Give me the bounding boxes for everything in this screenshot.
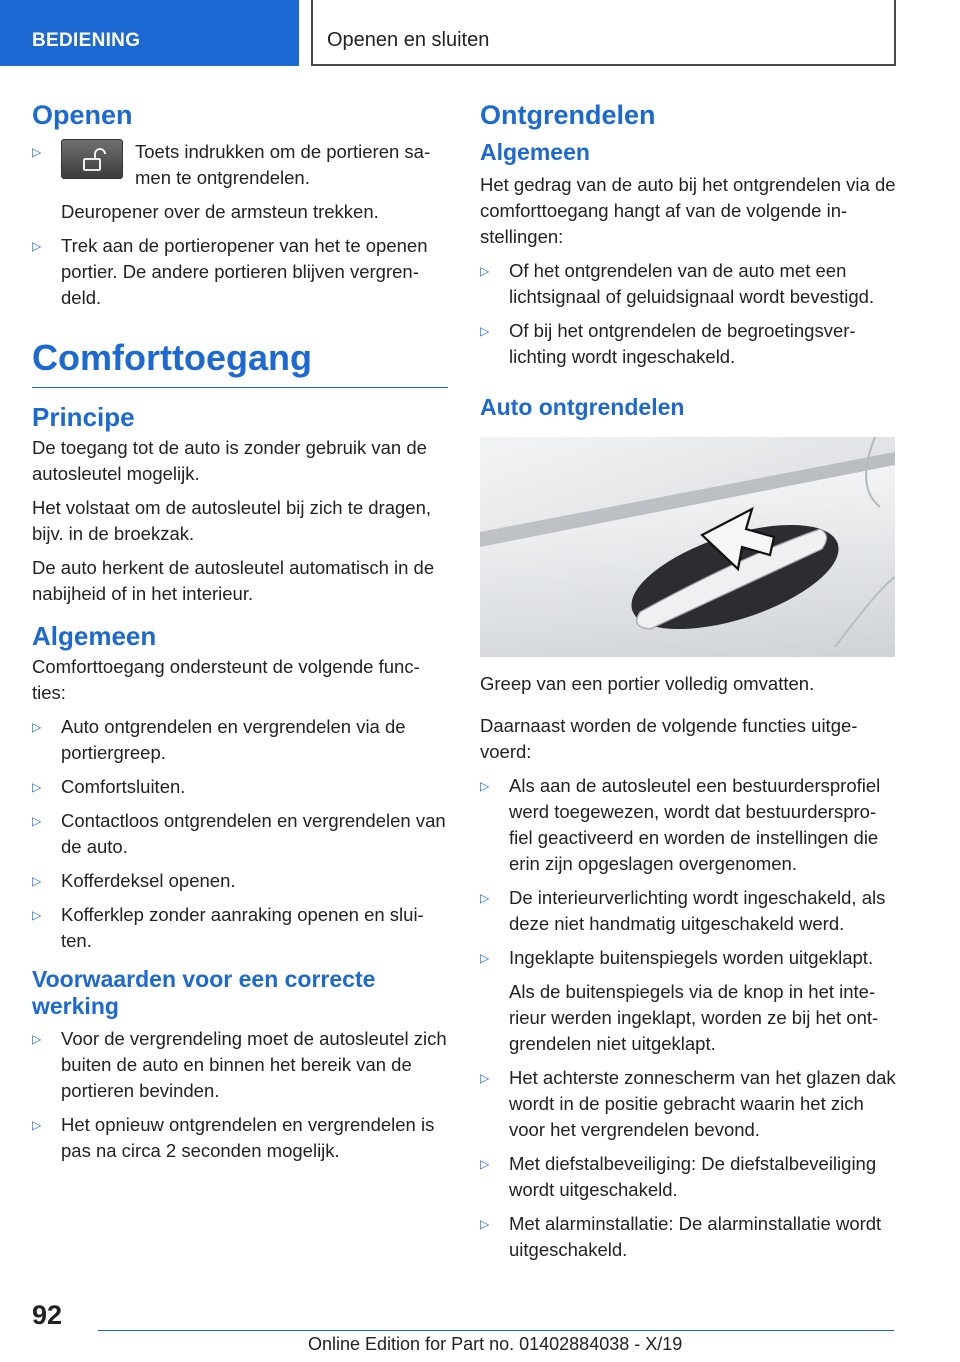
paragraph: Het volstaat om de autosleutel bij zich te dragen, bijv. in de broekzak. — [32, 497, 432, 544]
list-item — [32, 233, 448, 311]
list-item-text: Voor de vergrendeling moet de autosleutel zich buiten de auto en binnen het bereik van de portieren bevinden. — [61, 1028, 447, 1101]
triangle-bullet-icon: ▷ — [32, 720, 42, 734]
list-item — [480, 773, 896, 877]
triangle-bullet-icon: ▷ — [480, 1071, 490, 1085]
heading-auto-ontgrendelen: Auto ontgrendelen — [480, 394, 685, 420]
unlock-icon — [61, 139, 123, 179]
list-item-text: Met diefstalbeveiliging: De diefstalbeveiliging wordt uitgeschakeld. — [509, 1153, 877, 1200]
list-item-text: Kofferdeksel openen. — [61, 870, 236, 891]
footer-divider — [98, 1330, 894, 1331]
door-handle-photo — [480, 437, 895, 657]
paragraph: Comforttoegang ondersteunt de volgende func-ties: — [32, 656, 420, 703]
list-item — [32, 714, 448, 766]
ontgrendelen-list — [480, 258, 896, 370]
triangle-bullet-icon: ▷ — [32, 145, 42, 159]
voorwaarden-list — [32, 1026, 448, 1164]
list-item-text: Trek aan de portieropener van het te openen portier. De andere portieren blijven vergren-deld. — [61, 235, 428, 308]
list-item-text: Contactloos ontgrendelen en vergrendelen van de auto. — [61, 810, 446, 857]
list-item-text: Comfortsluiten. — [61, 776, 186, 797]
list-item-note: Als de buitenspiegels via de knop in het inte-rieur werden ingeklapt, worden ze bij het ont-grendelen niet uitgeklapt. — [509, 981, 879, 1054]
section-tab: BEDIENING — [0, 0, 299, 66]
paragraph: Daarnaast worden de volgende functies uitge-voerd: — [480, 715, 858, 762]
list-item — [480, 945, 896, 971]
page-number: 92 — [32, 1300, 63, 1330]
list-item-text: Het opnieuw ontgrendelen en vergrendelen is pas na circa 2 seconden mogelijk. — [61, 1114, 435, 1161]
paragraph: De auto herkent de autosleutel automatisch in de nabijheid of in het interieur. — [32, 557, 435, 604]
openen-list — [32, 139, 448, 191]
list-item — [480, 1211, 896, 1263]
triangle-bullet-icon: ▷ — [480, 264, 490, 278]
heading-principe: Principe — [32, 402, 135, 432]
list-item-text: Toets indrukken om de portieren sa-men te ontgrendelen. — [135, 141, 431, 188]
list-item-text: Of het ontgrendelen van de auto met een lichtsignaal of geluidsignaal wordt bevestigd. — [509, 260, 875, 307]
list-item — [32, 774, 448, 800]
triangle-bullet-icon: ▷ — [32, 814, 42, 828]
triangle-bullet-icon: ▷ — [32, 780, 42, 794]
list-item-note: Deuropener over de armsteun trekken. — [61, 201, 379, 222]
heading-ontgrendelen: Ontgrendelen — [480, 100, 656, 130]
list-item — [32, 139, 448, 191]
heading-openen: Openen — [32, 100, 133, 130]
list-item-text: De interieurverlichting wordt ingeschakeld, als deze niet handmatig uitgeschakeld werd. — [509, 887, 886, 934]
triangle-bullet-icon: ▷ — [32, 239, 42, 253]
openen-list-2 — [32, 233, 448, 311]
list-item-text: Of bij het ontgrendelen de begroetingsver-lichting wordt ingeschakeld. — [509, 320, 856, 367]
triangle-bullet-icon: ▷ — [480, 951, 490, 965]
right-column — [480, 100, 896, 1271]
triangle-bullet-icon: ▷ — [32, 1118, 42, 1132]
list-item-text: Het achterste zonnescherm van het glazen dak wordt in de positie gebracht waarin het zich voor het vergrendelen bevond. — [509, 1067, 896, 1140]
list-item — [32, 902, 448, 954]
triangle-bullet-icon: ▷ — [32, 908, 42, 922]
triangle-bullet-icon: ▷ — [480, 324, 490, 338]
heading-voorwaarden: Voorwaarden voor een correcte werking — [32, 966, 376, 1019]
list-item — [32, 1026, 448, 1104]
heading-comforttoegang: Comforttoegang — [32, 337, 448, 388]
left-column — [32, 100, 448, 1172]
algemeen-list — [32, 714, 448, 954]
photo-caption: Greep van een portier volledig omvatten. — [480, 673, 815, 694]
list-item-text: Kofferklep zonder aanraking openen en slui-ten. — [61, 904, 424, 951]
list-item — [32, 868, 448, 894]
triangle-bullet-icon: ▷ — [480, 1157, 490, 1171]
heading-algemeen-right: Algemeen — [480, 139, 590, 165]
list-item-text: Ingeklapte buitenspiegels worden uitgeklapt. — [509, 947, 874, 968]
list-item-text: Auto ontgrendelen en vergrendelen via de portiergreep. — [61, 716, 406, 763]
list-item — [480, 258, 896, 310]
triangle-bullet-icon: ▷ — [480, 891, 490, 905]
list-item-text: Met alarminstallatie: De alarminstallatie wordt uitgeschakeld. — [509, 1213, 882, 1260]
heading-algemeen: Algemeen — [32, 621, 157, 651]
list-item — [32, 1112, 448, 1164]
triangle-bullet-icon: ▷ — [32, 874, 42, 888]
list-item-text: Als aan de autosleutel een bestuurdersprofiel werd toegewezen, wordt dat bestuurderspro-fiel geactiveerd en worden de instellingen die erin zijn opgeslagen overgenomen. — [509, 775, 881, 874]
list-item — [480, 1065, 896, 1143]
list-item — [480, 318, 896, 370]
list-item — [32, 808, 448, 860]
paragraph: De toegang tot de auto is zonder gebruik van de autosleutel mogelijk. — [32, 437, 427, 484]
triangle-bullet-icon: ▷ — [32, 1032, 42, 1046]
functies-list — [480, 773, 896, 971]
list-item — [480, 885, 896, 937]
triangle-bullet-icon: ▷ — [480, 1217, 490, 1231]
functies-list-2 — [480, 1065, 896, 1263]
triangle-bullet-icon: ▷ — [480, 779, 490, 793]
chapter-title: Openen en sluiten — [311, 0, 896, 66]
footer-edition: Online Edition for Part no. 01402884038 - X/19 — [308, 1334, 683, 1354]
list-item — [480, 1151, 896, 1203]
paragraph: Het gedrag van de auto bij het ontgrendelen via de comforttoegang hangt af van de volgende in-stellingen: — [480, 174, 896, 247]
